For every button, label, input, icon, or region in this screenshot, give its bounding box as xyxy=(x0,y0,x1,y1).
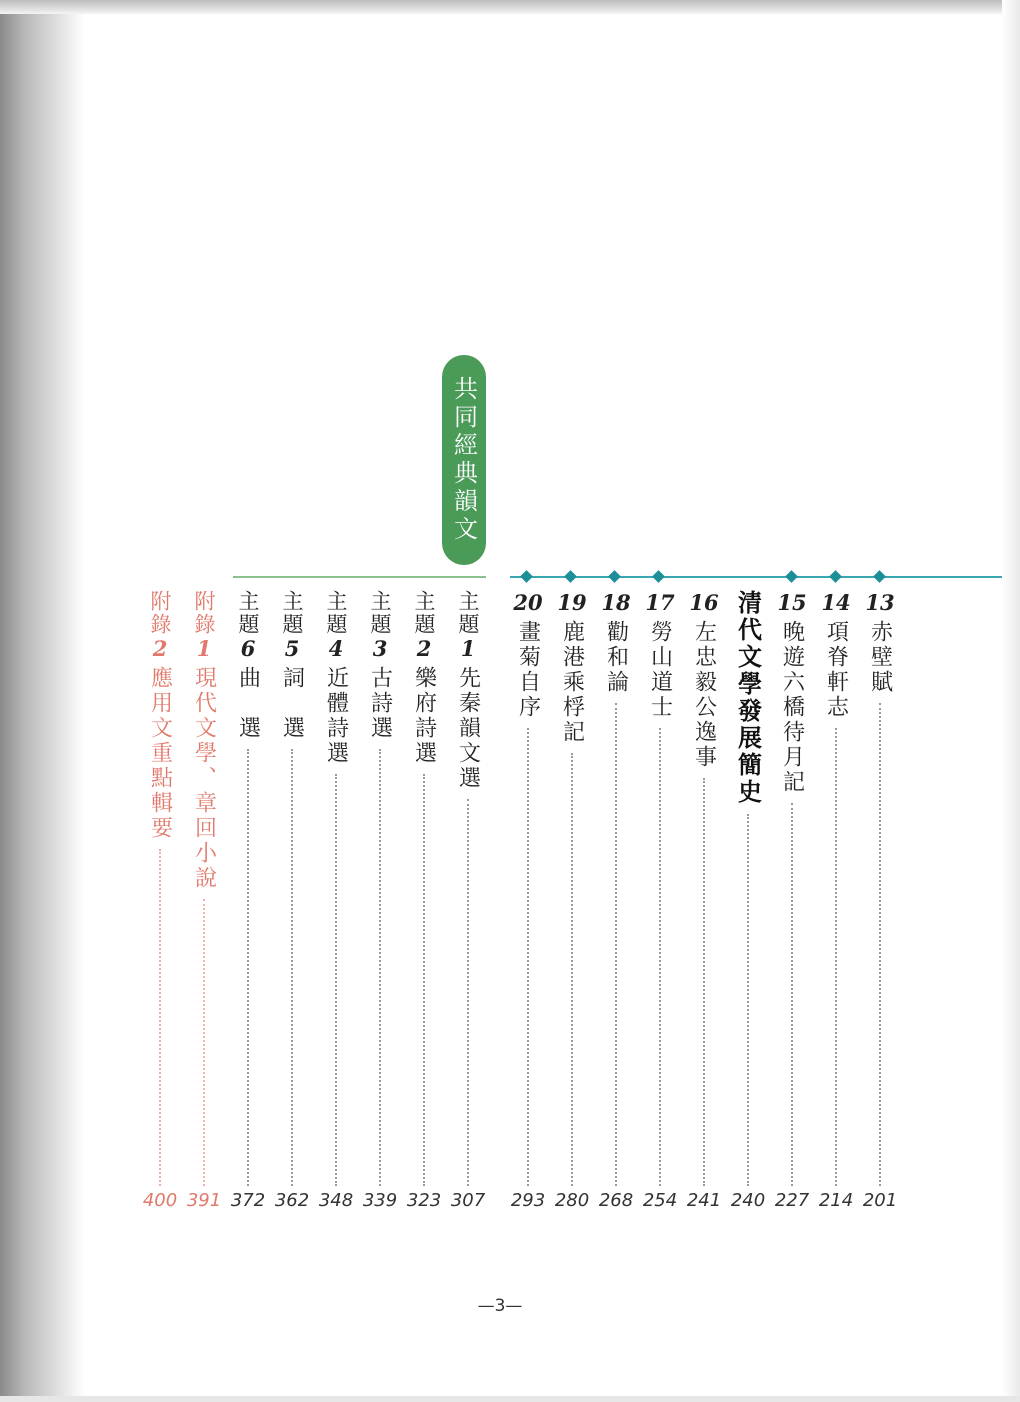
entry-number: 1 xyxy=(196,636,212,661)
toc-entry[interactable] xyxy=(642,590,678,1190)
footer-page-number: —3— xyxy=(477,1296,523,1316)
entry-title: 先秦韻文選 xyxy=(455,666,481,791)
diamond-marker-icon xyxy=(564,570,577,583)
page-number: 293 xyxy=(510,1190,546,1211)
page-number: 339 xyxy=(362,1190,398,1211)
entry-number: 15 xyxy=(777,590,807,615)
toc-theme-entry[interactable] xyxy=(230,590,266,1190)
entry-number: 17 xyxy=(645,590,675,615)
toc-theme-entry[interactable] xyxy=(362,590,398,1190)
page-number: 391 xyxy=(186,1190,222,1211)
entry-number: 6 xyxy=(240,636,256,661)
entry-title: 古詩選 xyxy=(367,666,393,741)
entry-title: 勸和論 xyxy=(603,620,629,695)
divider-green xyxy=(233,576,486,578)
entry-title: 晚遊六橋待月記 xyxy=(779,620,805,795)
entry-prefix: 主題 xyxy=(368,590,392,636)
toc-entry[interactable] xyxy=(774,590,810,1190)
toc-entry[interactable] xyxy=(554,590,590,1190)
page-number: 241 xyxy=(686,1190,722,1211)
diamond-marker-icon xyxy=(652,570,665,583)
entry-number: 5 xyxy=(284,636,300,661)
entry-title: 畫菊自序 xyxy=(515,620,541,720)
dot-leader xyxy=(615,703,617,1186)
entry-prefix: 主題 xyxy=(236,590,260,636)
toc-entry[interactable] xyxy=(598,590,634,1190)
dot-leader xyxy=(527,728,529,1186)
page-number: 227 xyxy=(774,1190,810,1211)
entry-title: 勞山道士 xyxy=(647,620,673,720)
page-right-edge xyxy=(1002,0,1020,1402)
binding-shadow xyxy=(0,0,85,1402)
page-number: 372 xyxy=(230,1190,266,1211)
page-number: 254 xyxy=(642,1190,678,1211)
entry-title: 清代文學發展簡史 xyxy=(733,590,762,806)
entry-prefix: 附錄 xyxy=(192,590,216,636)
entry-title: 近體詩選 xyxy=(323,666,349,766)
page-number: 214 xyxy=(818,1190,854,1211)
page-number: 240 xyxy=(730,1190,766,1211)
entry-prefix: 主題 xyxy=(456,590,480,636)
section-title: 共同經典韻文 xyxy=(449,376,478,544)
toc-entry[interactable] xyxy=(862,590,898,1190)
toc-entry[interactable] xyxy=(510,590,546,1190)
diamond-marker-icon xyxy=(520,570,533,583)
dot-leader xyxy=(703,778,705,1186)
entry-number: 4 xyxy=(328,636,344,661)
page-bottom-edge xyxy=(0,1396,1020,1402)
page-number: 362 xyxy=(274,1190,310,1211)
entry-number: 18 xyxy=(601,590,631,615)
entry-title: 樂府詩選 xyxy=(411,666,437,766)
page-number: 323 xyxy=(406,1190,442,1211)
dot-leader xyxy=(379,749,381,1186)
page-number: 307 xyxy=(450,1190,486,1211)
entry-title: 鹿港乘桴記 xyxy=(559,620,585,745)
dot-leader xyxy=(247,749,249,1186)
dot-leader xyxy=(747,814,749,1186)
entry-prefix: 主題 xyxy=(280,590,304,636)
dot-leader xyxy=(203,899,205,1186)
page-number: 201 xyxy=(862,1190,898,1211)
toc-appendix-entry[interactable] xyxy=(186,590,222,1190)
entry-prefix: 主題 xyxy=(412,590,436,636)
toc-appendix-entry[interactable] xyxy=(142,590,178,1190)
toc-theme-entry[interactable] xyxy=(318,590,354,1190)
entry-number: 2 xyxy=(416,636,432,661)
dot-leader xyxy=(423,774,425,1186)
page-number: 348 xyxy=(318,1190,354,1211)
dot-leader xyxy=(791,803,793,1186)
dot-leader xyxy=(571,753,573,1186)
entry-title: 詞 選 xyxy=(279,666,305,741)
entry-prefix: 附錄 xyxy=(148,590,172,636)
toc-heading-entry[interactable] xyxy=(730,590,766,1190)
section-title-badge xyxy=(442,355,486,565)
entry-title: 應用文重點輯要 xyxy=(147,666,173,841)
divider-teal xyxy=(510,576,1002,578)
entry-number: 19 xyxy=(557,590,587,615)
diamond-marker-icon xyxy=(829,570,842,583)
entry-prefix: 主題 xyxy=(324,590,348,636)
dot-leader xyxy=(291,749,293,1186)
diamond-marker-icon xyxy=(608,570,621,583)
entry-number: 14 xyxy=(821,590,851,615)
diamond-marker-icon xyxy=(785,570,798,583)
entry-title: 赤壁賦 xyxy=(867,620,893,695)
diamond-marker-icon xyxy=(873,570,886,583)
entry-number: 20 xyxy=(513,590,543,615)
entry-title: 現代文學、章回小說 xyxy=(191,666,217,891)
entry-number: 16 xyxy=(689,590,719,615)
dot-leader xyxy=(659,728,661,1186)
entry-number: 2 xyxy=(152,636,168,661)
page-number: 400 xyxy=(142,1190,178,1211)
page-number: 280 xyxy=(554,1190,590,1211)
entry-number: 13 xyxy=(865,590,895,615)
entry-number: 3 xyxy=(372,636,388,661)
page-number: 268 xyxy=(598,1190,634,1211)
entry-number: 1 xyxy=(460,636,476,661)
dot-leader xyxy=(879,703,881,1186)
page-top-edge xyxy=(0,0,1020,14)
dot-leader xyxy=(159,849,161,1186)
entry-title: 曲 選 xyxy=(235,666,261,741)
toc-theme-entry[interactable] xyxy=(406,590,442,1190)
toc-entry[interactable] xyxy=(686,590,722,1190)
toc-theme-entry[interactable] xyxy=(274,590,310,1190)
dot-leader xyxy=(835,728,837,1186)
dot-leader xyxy=(335,774,337,1186)
entry-title: 左忠毅公逸事 xyxy=(691,620,717,770)
toc-theme-entry[interactable] xyxy=(450,590,486,1190)
dot-leader xyxy=(467,799,469,1186)
entry-title: 項脊軒志 xyxy=(823,620,849,720)
toc-entry[interactable] xyxy=(818,590,854,1190)
